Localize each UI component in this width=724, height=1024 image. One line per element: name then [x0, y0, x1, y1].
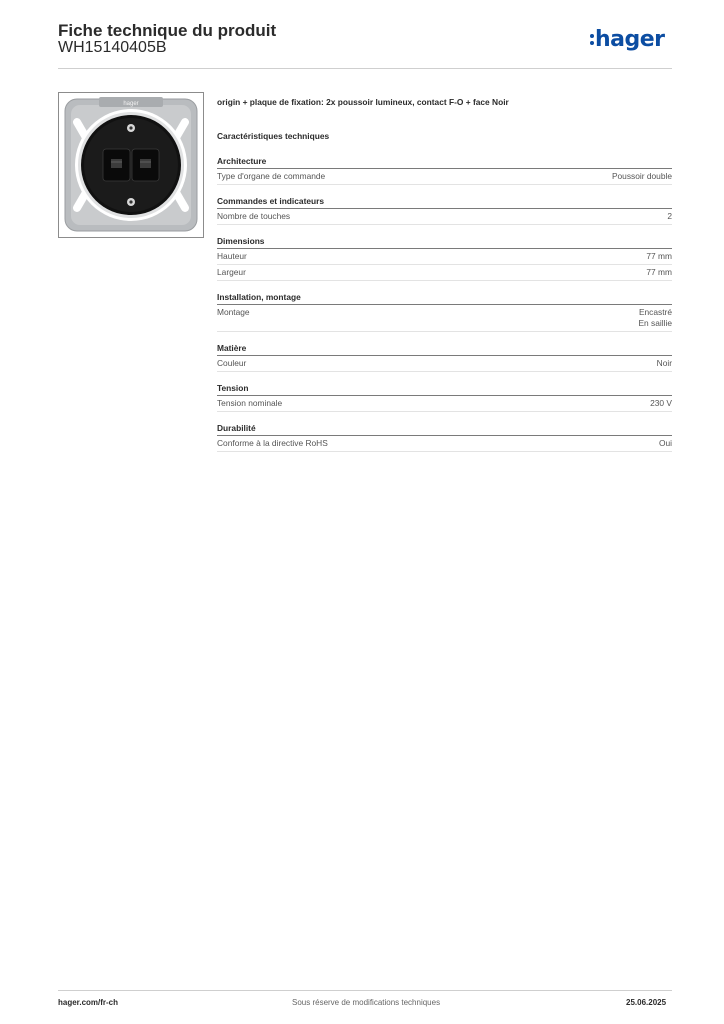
footer-divider — [58, 990, 672, 991]
spec-row — [217, 209, 672, 225]
spec-row — [217, 265, 672, 281]
spec-label: Hauteur — [217, 251, 247, 261]
spec-label: Nombre de touches — [217, 211, 291, 221]
spec-label: Type d'organe de commande — [217, 171, 326, 181]
section-title: Tension — [217, 383, 672, 396]
product-description: origin + plaque de fixation: 2x poussoir lumineux, contact F-O + face Noir — [217, 97, 509, 107]
hager-logo — [590, 27, 665, 52]
logo-text: hager — [595, 27, 665, 52]
spec-value: 230 V — [650, 398, 672, 408]
spec-row — [217, 356, 672, 372]
product-reference: WH15140405B — [58, 39, 167, 56]
section-title: Architecture — [217, 156, 672, 169]
section-title: Matière — [217, 343, 672, 356]
section-title: Installation, montage — [217, 292, 672, 305]
page-title: Fiche technique du produit — [58, 21, 277, 40]
spec-value: Oui — [658, 438, 672, 448]
spec-value: Encastré En saillie — [638, 307, 672, 328]
footer-website-link[interactable]: hager.com/fr-ch — [58, 998, 119, 1007]
spec-value: 77 mm — [646, 251, 672, 261]
footer-date: 25.06.2025 — [626, 998, 667, 1007]
spec-row — [217, 249, 672, 265]
spec-value: Noir — [656, 358, 672, 368]
spec-label: Largeur — [217, 267, 246, 277]
section-title: Commandes et indicateurs — [217, 196, 672, 209]
spec-section-matiere — [217, 343, 672, 372]
spec-row — [217, 436, 672, 452]
spec-table — [217, 156, 672, 463]
spec-value: 2 — [667, 211, 672, 221]
section-title: Durabilité — [217, 423, 672, 436]
spec-section-installation — [217, 292, 672, 332]
spec-row — [217, 305, 672, 332]
double-push-button-icon — [59, 93, 203, 237]
spec-label: Montage — [217, 307, 250, 317]
section-title: Dimensions — [217, 236, 672, 249]
header-divider — [58, 68, 672, 69]
logo-colon-icon — [590, 34, 594, 45]
svg-text:hager: hager — [123, 101, 139, 107]
spec-label: Couleur — [217, 358, 247, 368]
spec-section-tension — [217, 383, 672, 412]
product-image — [58, 92, 204, 238]
spec-label: Conforme à la directive RoHS — [217, 438, 328, 448]
spec-value: Poussoir double — [611, 171, 672, 181]
spec-section-architecture — [217, 156, 672, 185]
spec-value: 77 mm — [646, 267, 672, 277]
spec-section-commandes — [217, 196, 672, 225]
spec-section-durabilite — [217, 423, 672, 452]
spec-section-dimensions — [217, 236, 672, 281]
spec-label: Tension nominale — [217, 398, 283, 408]
footer-disclaimer: Sous réserve de modifications techniques — [292, 998, 441, 1007]
characteristics-heading: Caractéristiques techniques — [217, 131, 330, 141]
spec-row — [217, 169, 672, 185]
spec-row — [217, 396, 672, 412]
